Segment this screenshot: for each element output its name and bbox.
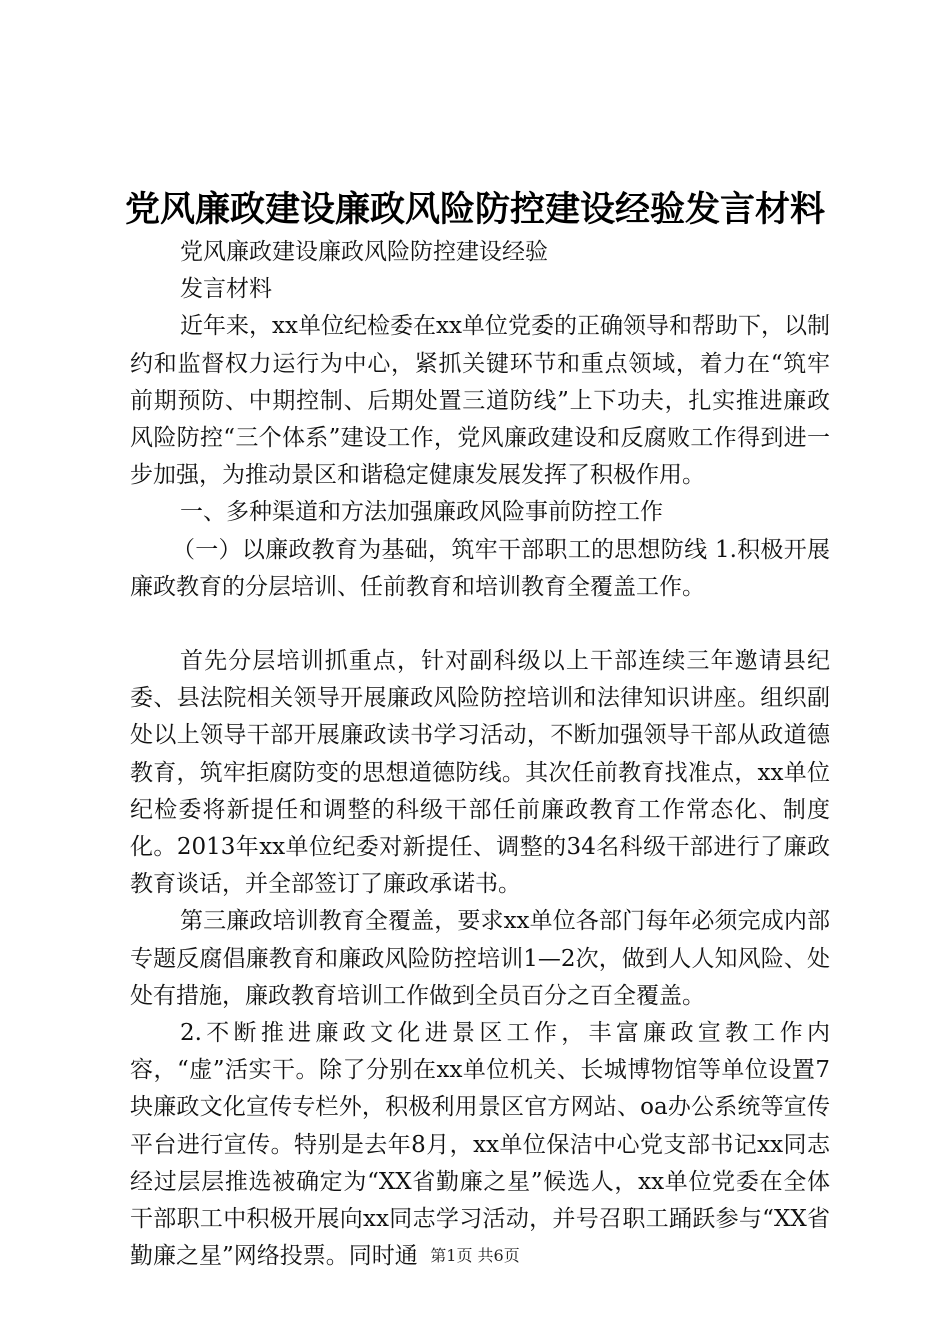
page-footer: 第1页 共6页: [430, 1246, 520, 1265]
subtitle-line-1: 党风廉政建设廉政风险防控建设经验: [180, 239, 548, 265]
paragraph-intro: 近年来，xx单位纪检委在xx单位党委的正确领导和帮助下，以制约和监督权力运行为中心，紧抓关键环节和重点领域，着力在“筑牢前期预防、中期控制、后期处置三道防线”上下功夫，扎实推进廉政风险防控“三个体系”建设工作，党风廉政建设和反腐败工作得到进一步加强，为推动景区和谐稳定健康发展发挥了积极作用。: [130, 313, 830, 489]
paragraph-gap: [130, 606, 830, 643]
paragraph-coverage: 第三廉政培训教育全覆盖，要求xx单位各部门每年必须完成内部专题反腐倡廉教育和廉政风险防控培训1—2次，做到人人知风险、处处有措施，廉政教育培训工作做到全员百分之百全覆盖。: [130, 908, 830, 1009]
section-heading-1: 一、多种渠道和方法加强廉政风险事前防控工作: [180, 499, 663, 526]
document-body: [130, 234, 830, 1275]
paragraph-training: 首先分层培训抓重点，针对副科级以上干部连续三年邀请县纪委、县法院相关领导开展廉政风险防控培训和法律知识讲座。组织副处以上领导干部开展廉政读书学习活动，不断加强领导干部从政道德教育，筑牢拒腐防变的思想道德防线。其次任前教育找准点，xx单位纪检委将新提任和调整的科级干部任前廉政教育工作常态化、制度化。2013年xx单位纪委对新提任、调整的34名科级干部进行了廉政教育谈话，并全部签订了廉政承诺书。: [130, 648, 830, 898]
paragraph-culture: 2.不断推进廉政文化进景区工作，丰富廉政宣教工作内容，“虚”活实干。除了分别在xx单位机关、长城博物馆等单位设置7块廉政文化宣传专栏外，积极利用景区官方网站、oa办公系统等宣传平台进行宣传。特别是去年8月，xx单位保洁中心党支部书记xx同志经过层层推选被确定为“XX省勤廉之星”候选人，xx单位党委在全体干部职工中积极开展向xx同志学习活动，并号召职工踊跃参与“XX省勤廉之星”网络投票。同时通: [130, 1020, 830, 1270]
subtitle-line-2: 发言材料: [180, 276, 272, 303]
document-title: 党风廉政建设廉政风险防控建设经验发言材料: [124, 190, 825, 230]
subsection-heading-1: （一）以廉政教育为基础，筑牢干部职工的思想防线 1.积极开展廉政教育的分层培训、任前教育和培训教育全覆盖工作。: [130, 536, 830, 600]
